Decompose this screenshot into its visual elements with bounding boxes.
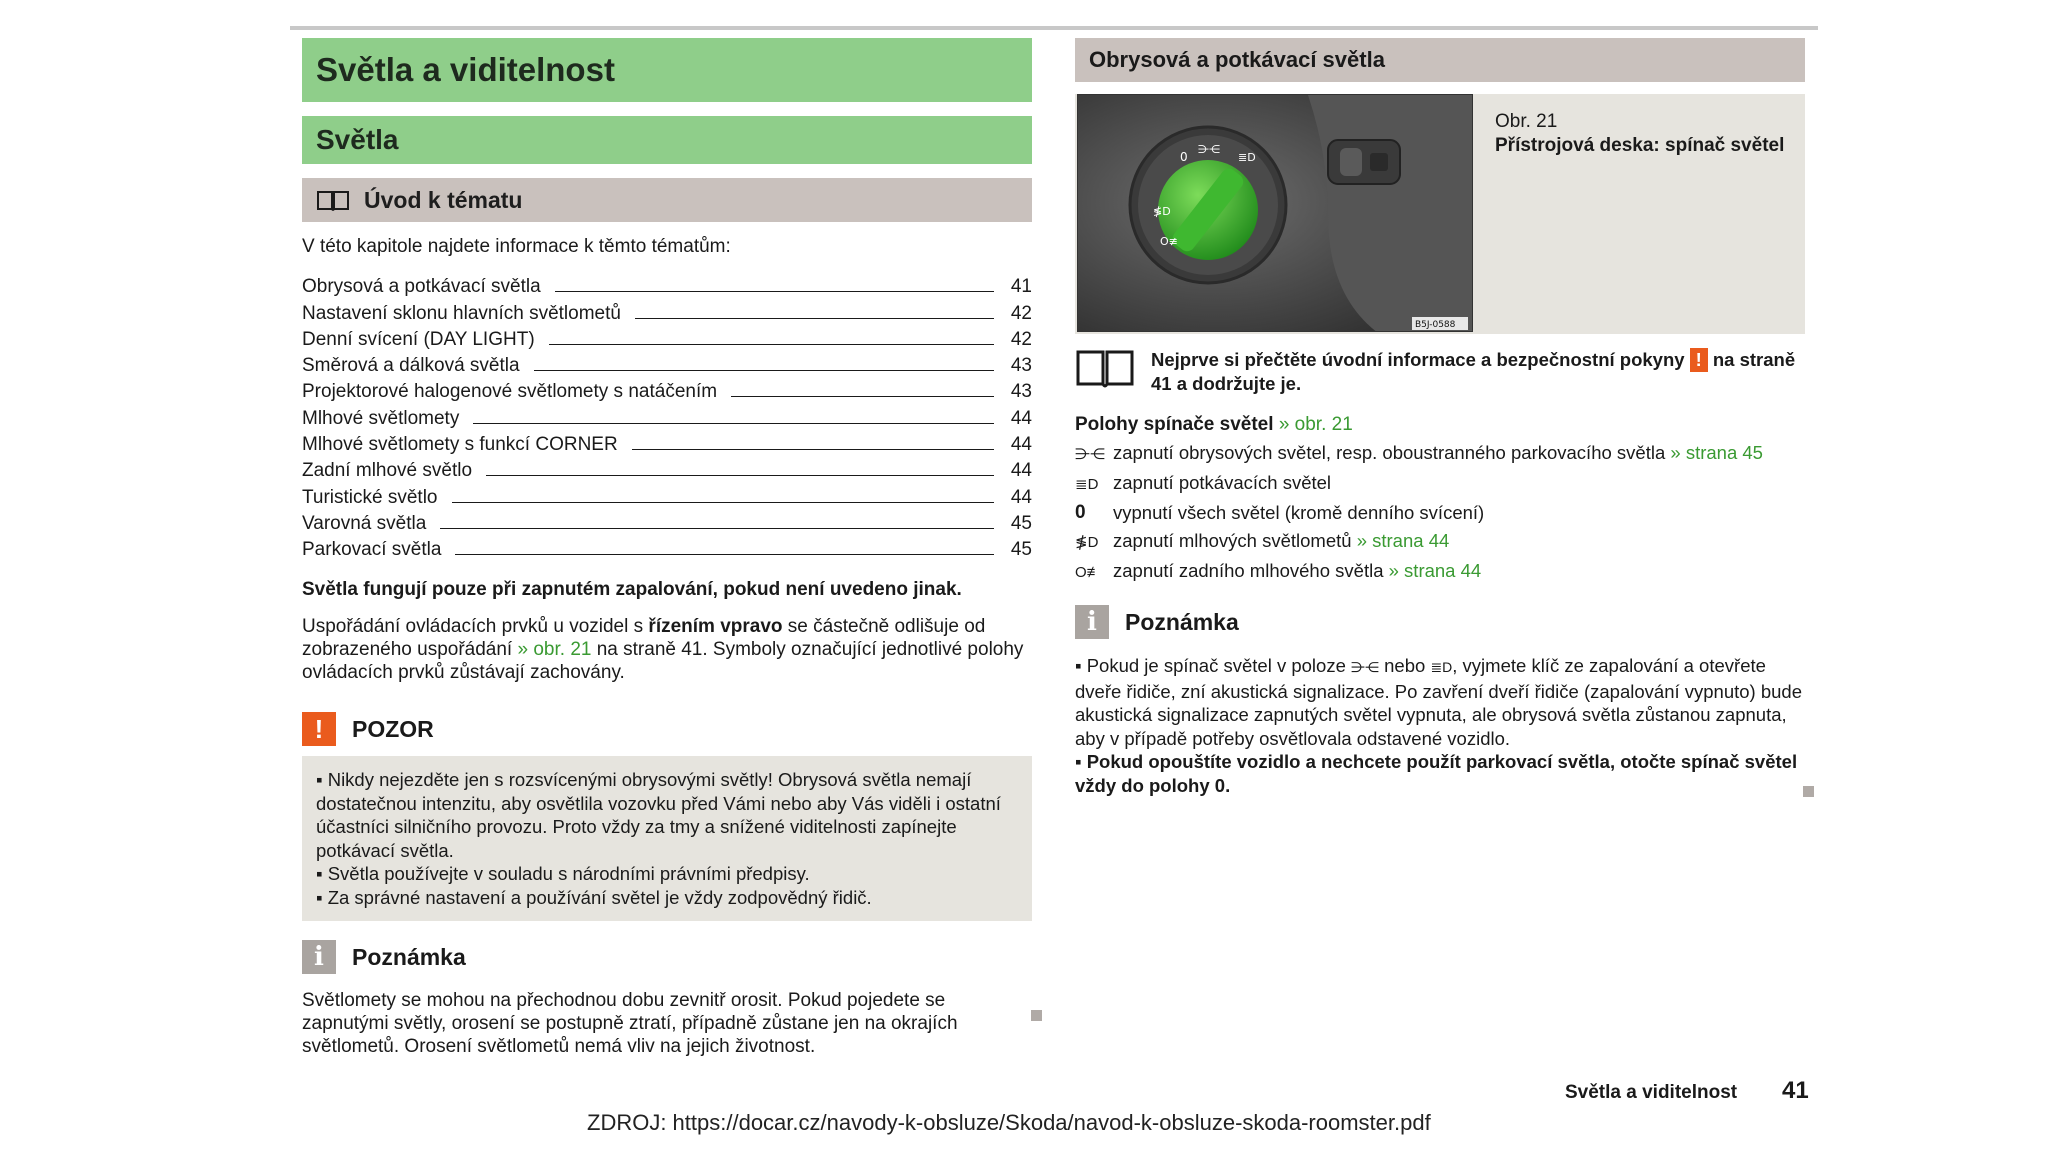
toc-page: 42 (1010, 302, 1032, 324)
warning-item: ▪ Nikdy nejezděte jen s rozsvícenými obrysovými světly! Obrysová světla nemají dostatečnou intenzitu, aby osvětlila vozovku před Vámi nebo aby Vás viděli i ostatní účastníci silničního provozu. Proto vždy za tmy a snížené viditelnosti zapínejte potkávací světla. (316, 769, 1001, 861)
positions-title: Polohy spínače světel » obr. 21 (1075, 414, 1353, 435)
toc-page: 44 (1010, 486, 1032, 508)
figure (1075, 94, 1805, 334)
toc-row[interactable] (302, 456, 1032, 482)
chapter-title: Světla a viditelnost (302, 38, 1032, 102)
warning-body (302, 756, 1032, 909)
position-item: ≣D zapnutí potkávacích světel (1075, 471, 1805, 496)
note-item: ▪ Pokud je spínač světel v poloze ⋺⋲ nebo ≣D, vyjmete klíč ze zapalování a otevřete dveře řidiče, zní akustická signalizace. Po zavření dveří řidiče (zapalování vypnuto) bude akustická signalizace zapnutých světel vypnuta, ale obrysová světla zůstanou zapnuta, aby v případě potřeby osvětlovala odstavené vozidlo. (1075, 655, 1803, 749)
footer-chapter: Světla a viditelnost (1565, 1082, 1738, 1103)
svg-text:≸D: ≸D (1153, 205, 1171, 218)
right-section-title: Obrysová a potkávací světla (1075, 38, 1805, 82)
section-title: Světla (302, 116, 1032, 164)
position-item: 0 vypnutí všech světel (kromě denního svícení) (1075, 502, 1485, 523)
read-first-notice (1075, 348, 1805, 396)
right-column (1075, 38, 1805, 797)
note-title: Poznámka (352, 943, 466, 970)
toc-label: Projektorové halogenové světlomety s natáčením (302, 381, 718, 403)
toc-label: Mlhové světlomety s funkcí CORNER (302, 434, 618, 456)
toc-label: Parkovací světla (302, 539, 442, 561)
toc-page: 44 (1010, 407, 1032, 429)
warning-header (302, 702, 1032, 756)
table-of-contents (302, 272, 1032, 561)
toc-label: Turistické světlo (302, 486, 438, 508)
figure-number: Obr. 21 (1495, 111, 1558, 132)
toc-page: 45 (1010, 539, 1032, 561)
toc-page: 41 (1010, 276, 1032, 298)
note-header (302, 937, 1032, 977)
toc-row[interactable] (302, 482, 1032, 508)
toc-row[interactable] (302, 325, 1032, 351)
svg-text:⋺⋲: ⋺⋲ (1198, 143, 1220, 156)
figure-caption (1495, 110, 1784, 158)
toc-label: Mlhové světlomety (302, 407, 460, 429)
toc-page: 43 (1010, 355, 1032, 377)
warning-icon: ! (1690, 348, 1708, 372)
parking-light-icon: ⋺⋲ (1075, 446, 1105, 463)
info-icon: i (302, 940, 336, 974)
warning-icon: ! (302, 712, 336, 746)
toc-row[interactable] (302, 298, 1032, 324)
read-first-text: Nejprve si přečtěte úvodní informace a bezpečnostní pokyny ! na straně 41 a dodržujte je. (1151, 349, 1796, 394)
light-switch-photo (1077, 94, 1473, 332)
position-item: ≸D zapnutí mlhových světlometů » strana 44 (1075, 529, 1805, 554)
end-mark-icon (1803, 786, 1814, 797)
rhd-paragraph: Uspořádání ovládacích prvků u vozidel s řízením vpravo se částečně odlišuje od zobrazeného uspořádání » obr. 21 na straně 41. Symboly označující jednotlivé polohy ovládacích prvků zůstávají zachovány. (302, 616, 1024, 684)
svg-text:≣D: ≣D (1238, 151, 1256, 164)
svg-text:O≢: O≢ (1160, 235, 1178, 248)
info-icon: i (1075, 605, 1109, 639)
position-item: O≢ zapnutí zadního mlhového světla » strana 44 (1075, 559, 1805, 584)
warning-item: ▪ Světla používejte v souladu s národními právními předpisy. (316, 863, 810, 885)
open-book-icon (1075, 348, 1135, 388)
note-header (1075, 602, 1805, 642)
ignition-note: Světla fungují pouze při zapnutém zapalování, pokud není uvedeno jinak. (302, 579, 962, 601)
off-position-symbol: 0 (1075, 502, 1086, 523)
toc-label: Směrová a dálková světla (302, 355, 520, 377)
toc-label: Obrysová a potkávací světla (302, 276, 541, 298)
page-link[interactable]: » strana 44 (1356, 530, 1450, 551)
figure-link[interactable]: » obr. 21 (1278, 414, 1353, 435)
position-item: ⋺⋲ zapnutí obrysových světel, resp. oboustranného parkovacího světla » strana 45 (1075, 441, 1805, 466)
toc-row[interactable] (302, 403, 1032, 429)
toc-row[interactable] (302, 272, 1032, 298)
warning-box (302, 702, 1032, 921)
figure-link[interactable]: » obr. 21 (517, 639, 592, 661)
toc-row[interactable] (302, 430, 1032, 456)
toc-page: 45 (1010, 512, 1032, 534)
toc-row[interactable] (302, 509, 1032, 535)
fog-light-icon: ≸D (1075, 534, 1099, 551)
dashboard-light-switch-image (1078, 95, 1473, 332)
note-item: ▪ Pokud opouštíte vozidlo a nechcete použít parkovací světla, otočte spínač světel vždy do polohy 0. (1075, 751, 1798, 796)
figure-caption-text: Přístrojová deska: spínač světel (1495, 135, 1785, 156)
toc-row[interactable] (302, 351, 1032, 377)
toc-page: 44 (1010, 434, 1032, 456)
toc-row[interactable] (302, 377, 1032, 403)
note-title: Poznámka (1125, 608, 1239, 635)
intro-heading (302, 178, 1032, 222)
note-body (1075, 654, 1805, 797)
toc-row[interactable] (302, 535, 1032, 561)
intro-heading-label: Úvod k tématu (364, 186, 523, 213)
svg-text:0: 0 (1180, 150, 1188, 164)
toc-label: Nastavení sklonu hlavních světlometů (302, 302, 621, 324)
toc-label: Varovná světla (302, 512, 427, 534)
positions-list (1075, 441, 1805, 584)
top-rule (290, 26, 1818, 30)
low-beam-icon: ≣D (1075, 476, 1099, 493)
end-mark-icon (1031, 1010, 1042, 1021)
figure-code: B5J-0588 (1415, 320, 1456, 330)
warning-item: ▪ Za správné nastavení a používání světel je vždy zodpovědný řidič. (316, 886, 872, 908)
left-column (302, 38, 1032, 1058)
page-link[interactable]: » strana 45 (1670, 442, 1763, 463)
footer-page-number: 41 (1782, 1077, 1809, 1104)
source-citation: ZDROJ: https://docar.cz/navody-k-obsluze/Skoda/navod-k-obsluze-skoda-roomster.pdf (587, 1110, 1431, 1135)
toc-page: 43 (1010, 381, 1032, 403)
page-link[interactable]: » strana 44 (1388, 560, 1482, 581)
toc-page: 42 (1010, 328, 1032, 350)
note-body: Světlomety se mohou na přechodnou dobu zevnitř orosit. Pokud pojedete se zapnutými světly, orosení se postupně ztratí, případně zůstane jen na okrajích světlometů. Orosení světlometů nemá vliv na jejich životnost. (302, 990, 958, 1058)
warning-title: POZOR (352, 715, 434, 742)
rear-fog-light-icon: O≢ (1075, 564, 1102, 581)
toc-label: Denní svícení (DAY LIGHT) (302, 328, 535, 350)
toc-label: Zadní mlhové světlo (302, 460, 473, 482)
intro-text: V této kapitole najdete informace k těmto tématům: (302, 236, 731, 257)
book-icon (316, 189, 350, 211)
toc-page: 44 (1010, 460, 1032, 482)
